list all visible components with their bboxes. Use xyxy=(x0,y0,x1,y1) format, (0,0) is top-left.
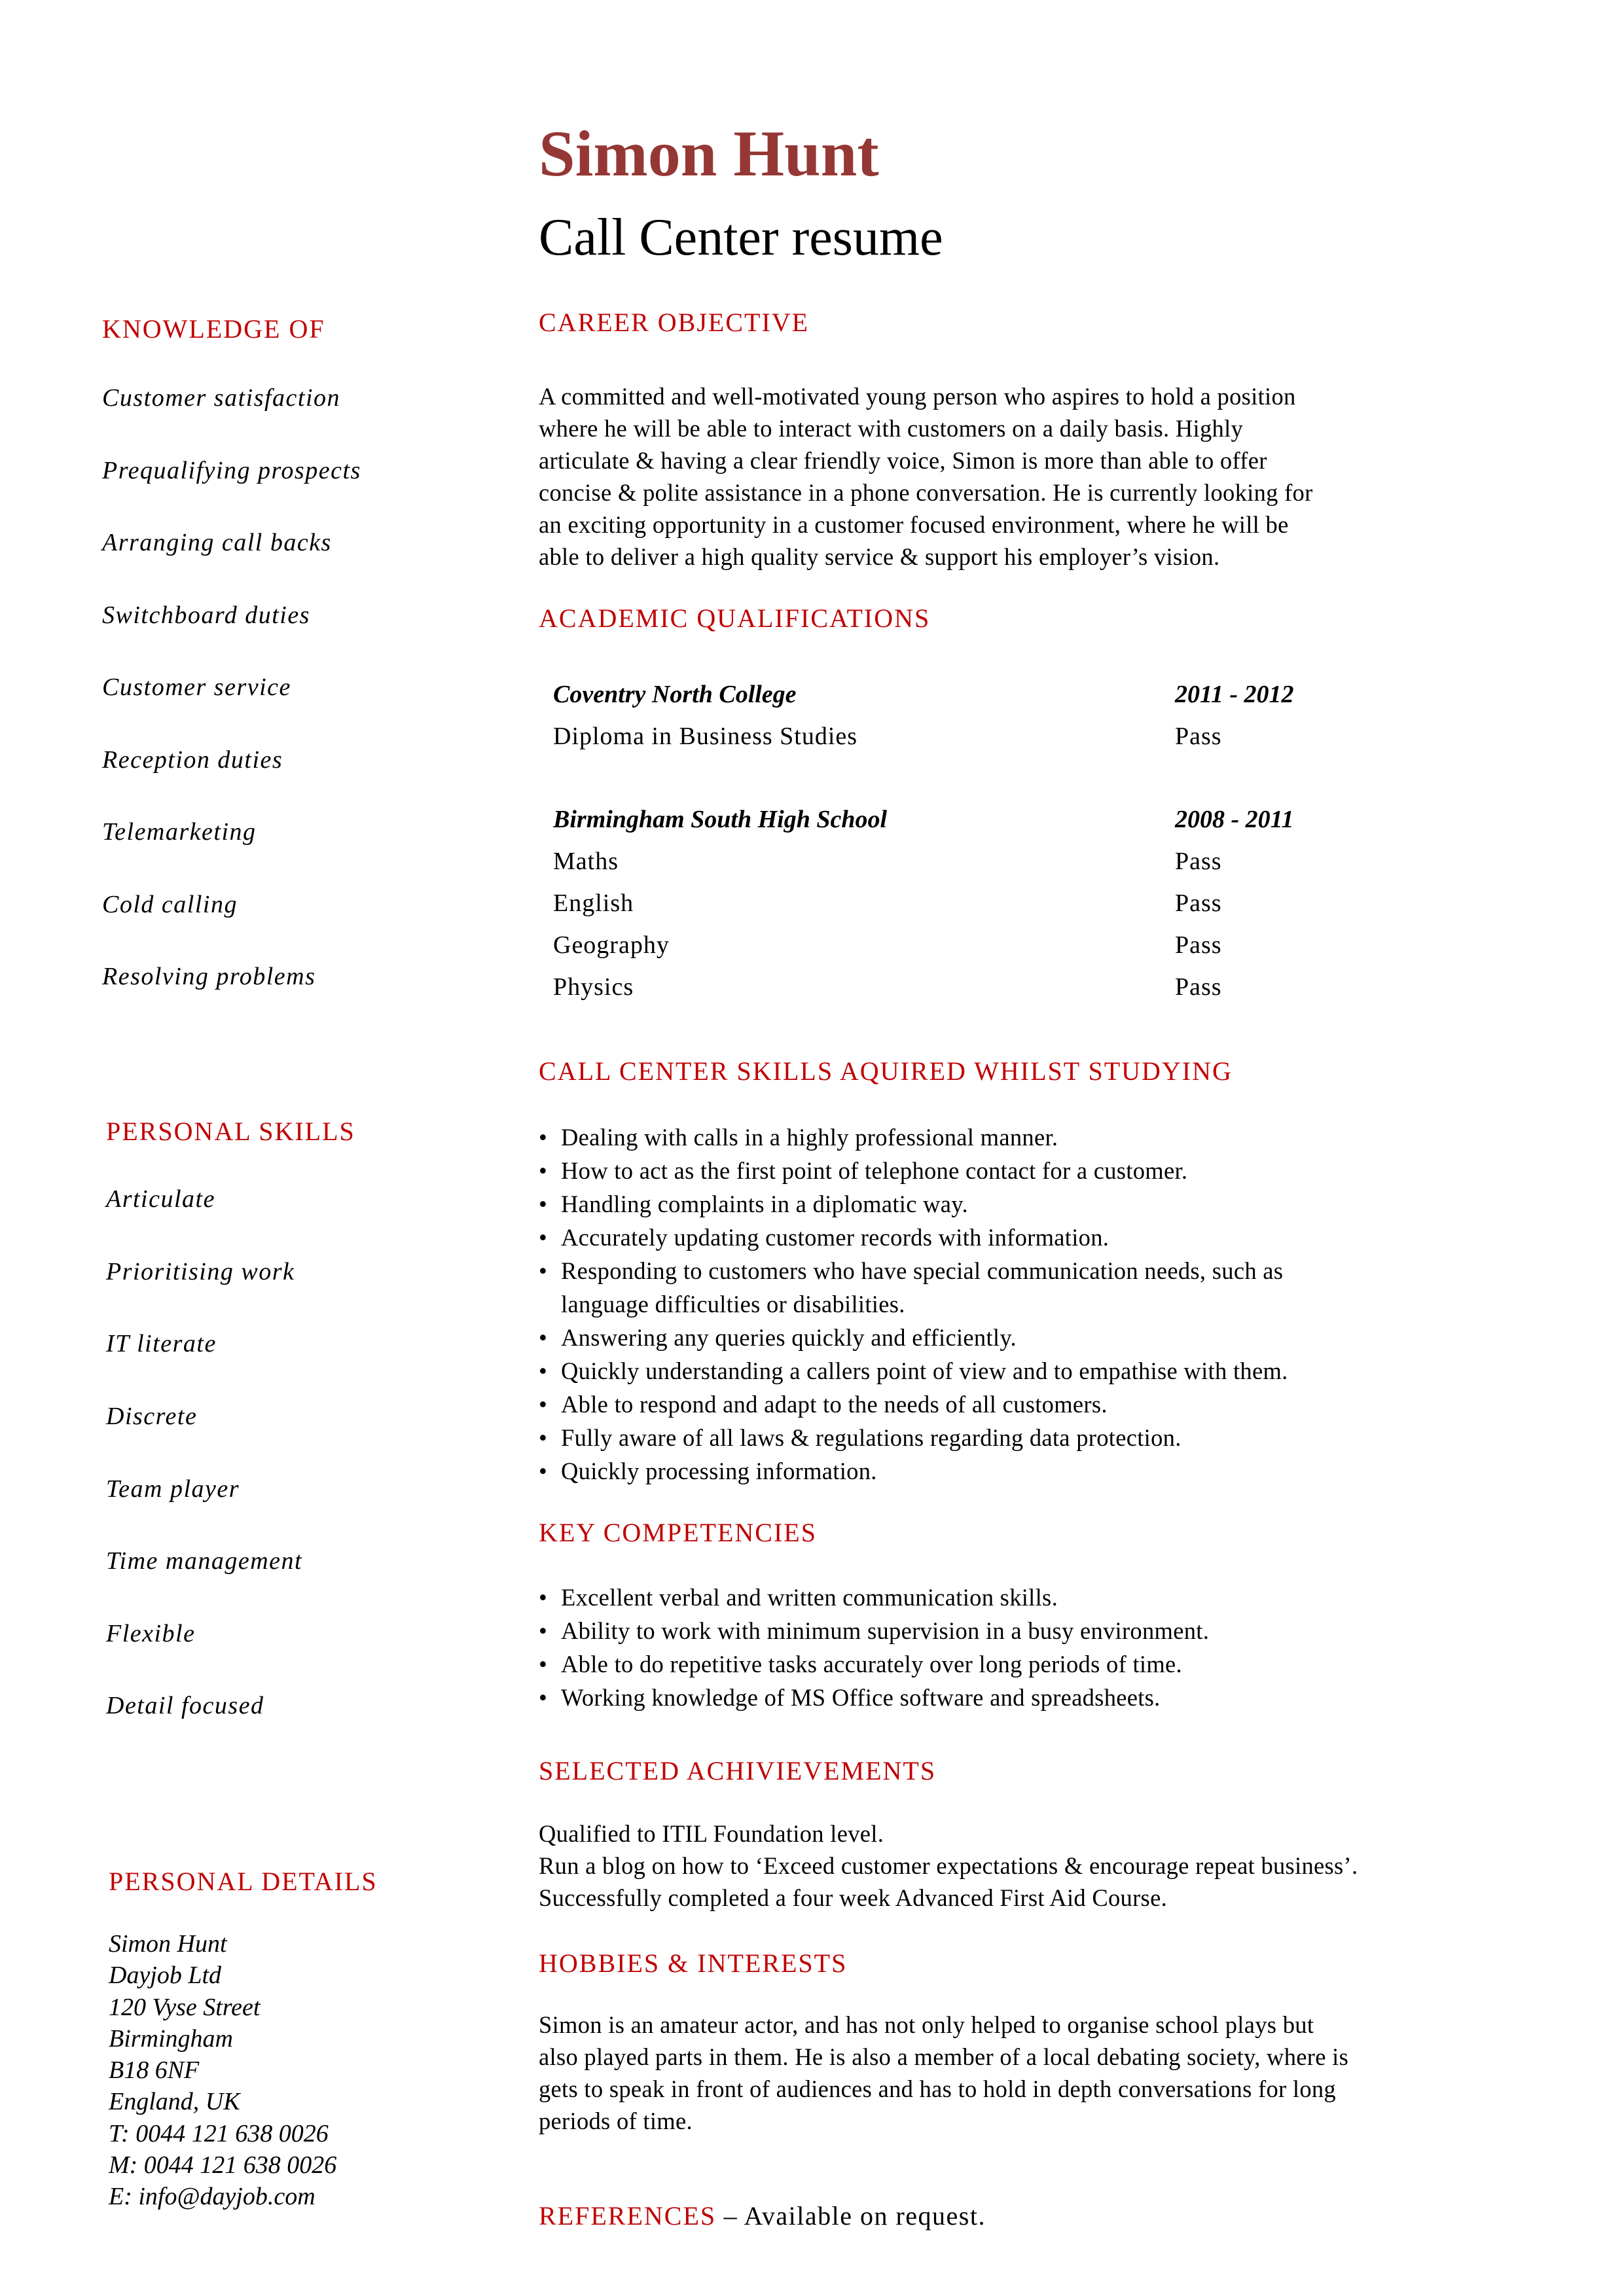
qualification-subject: Diploma in Business Studies xyxy=(553,723,858,750)
objective-line: A committed and well-motivated young person who aspires to hold a position xyxy=(539,383,1296,410)
objective-line: an exciting opportunity in a customer focused environment, where he will be xyxy=(539,511,1289,538)
list-item: • Responding to customers who have special communication needs, such as language difficulties or disabilities. xyxy=(539,1254,1288,1321)
list-item: • Quickly processing information. xyxy=(539,1454,1288,1488)
list-item: • Ability to work with minimum supervision in a busy environment. xyxy=(539,1614,1209,1647)
institution-name: Coventry North College xyxy=(553,681,797,708)
objective-line: articulate & having a clear friendly voice, Simon is more than able to offer xyxy=(539,447,1267,474)
knowledge-item: Switchboard duties xyxy=(102,601,310,629)
list-item: • Accurately updating customer records with information. xyxy=(539,1221,1288,1254)
references-line xyxy=(539,2203,986,2229)
key-competencies-heading: KEY COMPETENCIES xyxy=(539,1518,817,1547)
qualification-subject: Maths xyxy=(553,848,619,875)
qualification-result: Pass xyxy=(1175,889,1222,917)
personal-skills-heading: PERSONAL SKILLS xyxy=(106,1117,355,1146)
institution-years: 2008 - 2011 xyxy=(1175,806,1294,833)
list-item: • Quickly understanding a callers point of view and to empathise with them. xyxy=(539,1354,1288,1388)
qualification-subject: Geography xyxy=(553,931,670,959)
hobbies-line: Simon is an amateur actor, and has not only helped to organise school plays but xyxy=(539,2011,1314,2038)
list-item: • Dealing with calls in a highly professional manner. xyxy=(539,1121,1288,1154)
personal-details-heading: PERSONAL DETAILS xyxy=(109,1867,378,1896)
skill-item: IT literate xyxy=(106,1330,217,1357)
objective-line: concise & polite assistance in a phone conversation. He is currently looking for xyxy=(539,479,1313,506)
qualification-result: Pass xyxy=(1175,973,1222,1001)
skill-item: Team player xyxy=(106,1475,240,1503)
knowledge-item: Arranging call backs xyxy=(102,529,332,556)
qualification-result: Pass xyxy=(1175,723,1222,750)
key-competencies-list xyxy=(539,1581,1209,1714)
list-item: • Excellent verbal and written communication skills. xyxy=(539,1581,1209,1614)
institution-years: 2011 - 2012 xyxy=(1175,681,1294,708)
references-text: – Available on request. xyxy=(716,2201,986,2231)
personal-details-block xyxy=(109,1928,336,2213)
list-item: • How to act as the first point of telephone contact for a customer. xyxy=(539,1154,1288,1187)
candidate-name: Simon Hunt xyxy=(539,117,879,190)
achievements-text xyxy=(539,1818,1358,1914)
detail-mobile: M: 0044 121 638 0026 xyxy=(109,2151,337,2179)
skill-item: Flexible xyxy=(106,1620,196,1647)
achievement-line: Successfully completed a four week Advanced First Aid Course. xyxy=(539,1884,1167,1911)
knowledge-item: Customer service xyxy=(102,673,291,701)
knowledge-heading: KNOWLEDGE OF xyxy=(102,314,325,344)
skill-item: Detail focused xyxy=(106,1692,264,1719)
detail-city: Birmingham xyxy=(109,2024,233,2053)
list-item: • Answering any queries quickly and efficiently. xyxy=(539,1321,1288,1354)
resume-title: Call Center resume xyxy=(539,209,943,266)
qualification-result: Pass xyxy=(1175,931,1222,959)
objective-line: able to deliver a high quality service & support his employer’s vision. xyxy=(539,543,1220,570)
detail-street: 120 Vyse Street xyxy=(109,1993,261,2021)
knowledge-item: Resolving problems xyxy=(102,963,316,990)
achievement-line: Run a blog on how to ‘Exceed customer expectations & encourage repeat business’. xyxy=(539,1852,1358,1879)
call-center-skills-heading: CALL CENTER SKILLS AQUIRED WHILST STUDYING xyxy=(539,1056,1233,1086)
knowledge-item: Telemarketing xyxy=(102,818,257,846)
detail-telephone: T: 0044 121 638 0026 xyxy=(109,2119,329,2147)
detail-company: Dayjob Ltd xyxy=(109,1962,222,1990)
list-item: • Handling complaints in a diplomatic way. xyxy=(539,1187,1288,1221)
detail-postcode: B18 6NF xyxy=(109,2056,200,2085)
qualification-subject: English xyxy=(553,889,634,917)
references-heading: REFERENCES xyxy=(539,2201,717,2231)
hobbies-line: also played parts in them. He is also a member of a local debating society, where is xyxy=(539,2043,1349,2070)
career-objective-heading: CAREER OBJECTIVE xyxy=(539,308,810,337)
list-item: • Fully aware of all laws & regulations regarding data protection. xyxy=(539,1421,1288,1454)
list-item: • Able to do repetitive tasks accurately over long periods of time. xyxy=(539,1647,1209,1681)
hobbies-line: gets to speak in front of audiences and has to hold in depth conversations for long xyxy=(539,2075,1336,2102)
career-objective-text xyxy=(539,380,1313,573)
skill-item: Articulate xyxy=(106,1185,215,1213)
achievement-line: Qualified to ITIL Foundation level. xyxy=(539,1820,884,1847)
objective-line: where he will be able to interact with customers on a daily basis. Highly xyxy=(539,415,1244,442)
skill-item: Discrete xyxy=(106,1403,198,1430)
detail-name: Simon Hunt xyxy=(109,1930,227,1958)
academic-heading: ACADEMIC QUALIFICATIONS xyxy=(539,603,931,633)
hobbies-text xyxy=(539,2009,1348,2137)
detail-email: E: info@dayjob.com xyxy=(109,2183,316,2211)
skill-item: Prioritising work xyxy=(106,1258,295,1285)
hobbies-heading: HOBBIES & INTERESTS xyxy=(539,1948,848,1978)
call-center-skills-list xyxy=(539,1121,1288,1488)
hobbies-line: periods of time. xyxy=(539,2108,693,2134)
knowledge-item: Prequalifying prospects xyxy=(102,457,361,484)
knowledge-item: Reception duties xyxy=(102,746,283,774)
institution-name: Birmingham South High School xyxy=(553,806,888,833)
achievements-heading: SELECTED ACHIVIEVEMENTS xyxy=(539,1756,937,1785)
knowledge-item: Cold calling xyxy=(102,891,238,918)
list-item: • Able to respond and adapt to the needs of all customers. xyxy=(539,1388,1288,1421)
skill-item: Time management xyxy=(106,1547,303,1575)
list-item: • Working knowledge of MS Office software and spreadsheets. xyxy=(539,1681,1209,1714)
knowledge-item: Customer satisfaction xyxy=(102,384,341,412)
qualification-subject: Physics xyxy=(553,973,634,1001)
detail-country: England, UK xyxy=(109,2088,240,2116)
qualification-result: Pass xyxy=(1175,848,1222,875)
